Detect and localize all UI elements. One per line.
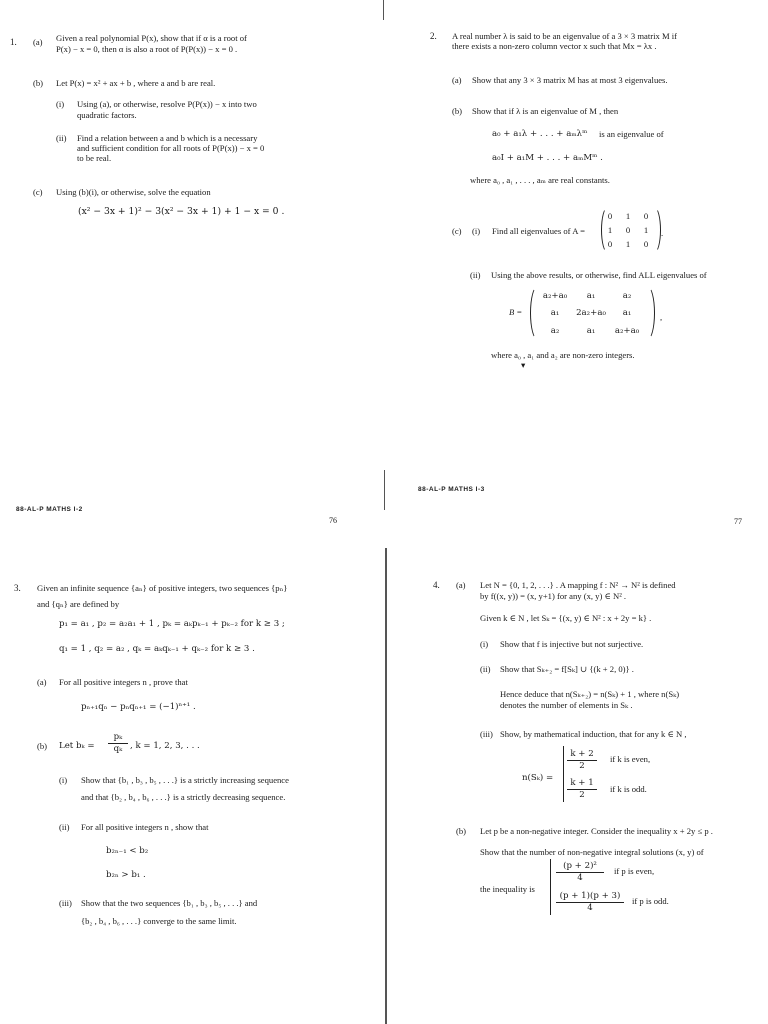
matrix-a-cell: 1 (625, 211, 631, 221)
q3-number: 3. (14, 583, 21, 593)
q4b-case-1-condition: if p is even, (614, 866, 655, 876)
q4a-text-1: Let N = {0, 1, 2, . . .} . A mapping f : N² → N² is defined (480, 580, 676, 590)
q2c-label: (c) (452, 226, 462, 236)
q1bii-text-2: and sufficient condition for all roots of P(P(x)) − x = 0 (77, 143, 265, 153)
q1-number: 1. (10, 37, 17, 47)
matrix-a-cell: 1 (607, 225, 613, 235)
q3bi-text-2: and that {b₂ , b₄ , b₆ , . . .} is a strictly decreasing sequence. (81, 792, 286, 802)
page-header-right: 88-AL-P MATHS I-3 (418, 486, 485, 493)
matrix-b-comma: , (660, 312, 663, 322)
matrix-b-cell: a₂+a₀ (614, 326, 640, 336)
q4b-label: (b) (456, 826, 467, 836)
q1bi-text-1: Using (a), or otherwise, resolve P(P(x)) − x into two (77, 99, 257, 109)
q4aiii-case-1-fraction (567, 749, 597, 771)
q3bi-text-1: Show that {b₁ , b₃ , b₅ , . . .} is a strictly increasing sequence (81, 775, 289, 785)
q2ci-label: (i) (472, 226, 481, 236)
q2a-label: (a) (452, 75, 462, 85)
q4aiii-case-1-denominator: 2 (579, 760, 585, 771)
q2b-where: where a₀ , a₁ , . . . , aₘ are real constants. (470, 175, 610, 185)
matrix-b-cell: a₂+a₀ (542, 291, 568, 301)
q2b-text: Show that if λ is an eigenvalue of M , then (472, 106, 619, 116)
q3a-equation: pₙ₊₁qₙ − pₙqₙ₊₁ = (−1)ⁿ⁺¹ . (81, 702, 196, 712)
q4b-case-2-denominator: 4 (587, 902, 593, 913)
matrix-a-cell: 0 (625, 225, 631, 235)
q3b-fraction (108, 732, 128, 754)
q2b-expression-1: a₀ + a₁λ + . . . + aₘλᵐ (492, 129, 588, 139)
matrix-a-period: . (661, 228, 664, 238)
q3bii-inequality-2: b₂ₙ > b₁ . (106, 870, 146, 880)
q4b-case-2-numerator: (p + 1)(p + 3) (556, 891, 624, 903)
matrix-b-cell: a₁ (550, 308, 560, 318)
q4a-text-3: Given k ∈ N , let Sₖ = {(x, y) ∈ N² : x + 2y = k} . (480, 613, 652, 623)
q2ci-text: Find all eigenvalues of A = (492, 226, 585, 236)
q1b-label: (b) (33, 78, 44, 88)
q4a-text-2: by f((x, y)) = (x, y+1) for any (x, y) ∈ N² . (480, 591, 627, 601)
end-mark: ▾ (521, 360, 526, 370)
matrix-b-cell: a₂ (550, 326, 560, 336)
q1a-label: (a) (33, 37, 43, 47)
center-divider-mid (384, 470, 385, 510)
q4aiii-case-2-fraction (567, 778, 597, 800)
matrix-b-cell: 2a₂+a₀ (576, 308, 606, 318)
q3a-label: (a) (37, 677, 47, 687)
matrix-a-cell: 0 (643, 211, 649, 221)
q4b-case-2-fraction (556, 891, 624, 913)
q2-intro-2: there exists a non-zero column vector x such that Mx = λx . (452, 41, 657, 51)
matrix-b-cell: a₁ (622, 308, 632, 318)
q4aiii-label: (iii) (480, 729, 493, 739)
q3b-numerator: pₖ (108, 732, 128, 744)
matrix-a-cell: 1 (625, 239, 631, 249)
q3b-denominator: qₖ (113, 743, 123, 754)
q4aiii-case-1-numerator: k + 2 (567, 749, 597, 761)
q2cii-where: where a₀ , a₁ and a₂ are non-zero integers. (491, 350, 635, 360)
matrix-b-cell: a₁ (586, 326, 596, 336)
q3a-text: For all positive integers n , prove that (59, 677, 188, 687)
q3bi-label: (i) (59, 775, 68, 785)
q1c-label: (c) (33, 187, 43, 197)
q3-intro-2: and {qₙ} are defined by (37, 599, 120, 609)
q3-intro-1: Given an infinite sequence {aₙ} of positive integers, two sequences {pₙ} (37, 583, 288, 593)
q4aii-text: Show that Sₖ₊₂ = f[Sₖ] ∪ {(k + 2, 0)} . (500, 664, 634, 674)
matrix-b-label: B = (509, 307, 523, 317)
q3b-let: Let bₖ = (59, 741, 95, 751)
matrix-a-cell: 0 (643, 239, 649, 249)
q4b-case-1-fraction (556, 861, 604, 883)
q2-intro-1: A real number λ is said to be an eigenvalue of a 3 × 3 matrix M if (452, 31, 677, 41)
q4aii-hence-2: denotes the number of elements in Sₖ . (500, 700, 633, 710)
q3bii-inequality-1: b₂ₙ₋₁ < b₂ (106, 846, 149, 856)
page-number-right: 77 (734, 517, 742, 526)
q1a-text-2: P(x) − x = 0, then α is also a root of P(P(x)) − x = 0 . (56, 44, 238, 54)
matrix-a-cell: 0 (607, 239, 613, 249)
page-header-left: 88-AL-P MATHS I-2 (16, 506, 83, 513)
center-divider-bottom (385, 548, 387, 1024)
center-divider-top (383, 0, 384, 20)
q3bii-text: For all positive integers n , show that (81, 822, 209, 832)
q4aiii-case-1-condition: if k is even, (610, 754, 651, 764)
q1bii-text-1: Find a relation between a and b which is a necessary (77, 133, 258, 143)
q2cii-text: Using the above results, or otherwise, find ALL eigenvalues of (491, 270, 707, 280)
q3biii-text-2: {b₂ , b₄ , b₆ , . . .} converge to the same limit. (81, 916, 237, 926)
q2a-text: Show that any 3 × 3 matrix M has at most 3 eigenvalues. (472, 75, 668, 85)
q4aiii-text: Show, by mathematical induction, that for any k ∈ N , (500, 729, 687, 739)
q2b-label: (b) (452, 106, 463, 116)
q4aiii-lhs: n(Sₖ) = (522, 773, 554, 783)
q2-number: 2. (430, 31, 437, 41)
q4aiii-brace (563, 746, 564, 802)
q3-p-definition: p₁ = a₁ , p₂ = a₂a₁ + 1 , pₖ = aₖpₖ₋₁ + pₖ₋₂ for k ≥ 3 ; (59, 619, 285, 629)
q4b-text-1: Let p be a non-negative integer. Consider the inequality x + 2y ≤ p . (480, 826, 713, 836)
q4-number: 4. (433, 580, 440, 590)
q3biii-label: (iii) (59, 898, 72, 908)
q1c-equation: (x² − 3x + 1)² − 3(x² − 3x + 1) + 1 − x = 0 . (78, 206, 285, 217)
q4b-brace (550, 859, 551, 915)
q4b-case-1-denominator: 4 (577, 872, 583, 883)
q3bii-label: (ii) (59, 822, 70, 832)
q4ai-label: (i) (480, 639, 489, 649)
q1b-text: Let P(x) = x² + ax + b , where a and b are real. (56, 78, 216, 88)
q1bi-text-2: quadratic factors. (77, 110, 137, 120)
q3b-label: (b) (37, 741, 48, 751)
q3-q-definition: q₁ = 1 , q₂ = a₂ , qₖ = aₖqₖ₋₁ + qₖ₋₂ for k ≥ 3 . (59, 644, 255, 654)
q4a-label: (a) (456, 580, 466, 590)
q1bi-label: (i) (56, 99, 65, 109)
page-number-left: 76 (329, 516, 337, 525)
q2b-expression-2: a₀I + a₁M + . . . + aₘMᵐ . (492, 153, 603, 163)
q4aii-hence-1: Hence deduce that n(Sₖ₊₂) = n(Sₖ) + 1 , where n(Sₖ) (500, 689, 680, 699)
q1c-text: Using (b)(i), or otherwise, solve the equation (56, 187, 211, 197)
q1bii-label: (ii) (56, 133, 67, 143)
q3b-range: , k = 1, 2, 3, . . . (130, 741, 200, 751)
q4b-text-2: Show that the number of non-negative integral solutions (x, y) of (480, 847, 704, 857)
matrix-a-cell: 0 (607, 211, 613, 221)
q2cii-label: (ii) (470, 270, 481, 280)
q4aiii-case-2-condition: if k is odd. (610, 784, 647, 794)
q4b-text-3: the inequality is (480, 884, 535, 894)
q4aii-label: (ii) (480, 664, 491, 674)
q4b-case-2-condition: if p is odd. (632, 896, 669, 906)
q4aiii-case-2-numerator: k + 1 (567, 778, 597, 790)
matrix-b-cell: a₁ (586, 291, 596, 301)
q3biii-text-1: Show that the two sequences {b₁ , b₃ , b₅ , . . .} and (81, 898, 258, 908)
q2b-text-2: is an eigenvalue of (599, 129, 664, 139)
q1bii-text-3: to be real. (77, 153, 112, 163)
matrix-a-cell: 1 (643, 225, 649, 235)
q1a-text-1: Given a real polynomial P(x), show that if α is a root of (56, 33, 247, 43)
q4ai-text: Show that f is injective but not surjective. (500, 639, 644, 649)
q4aiii-case-2-denominator: 2 (579, 789, 585, 800)
matrix-b-cell: a₂ (622, 291, 632, 301)
q4b-case-1-numerator: (p + 2)² (556, 861, 604, 873)
